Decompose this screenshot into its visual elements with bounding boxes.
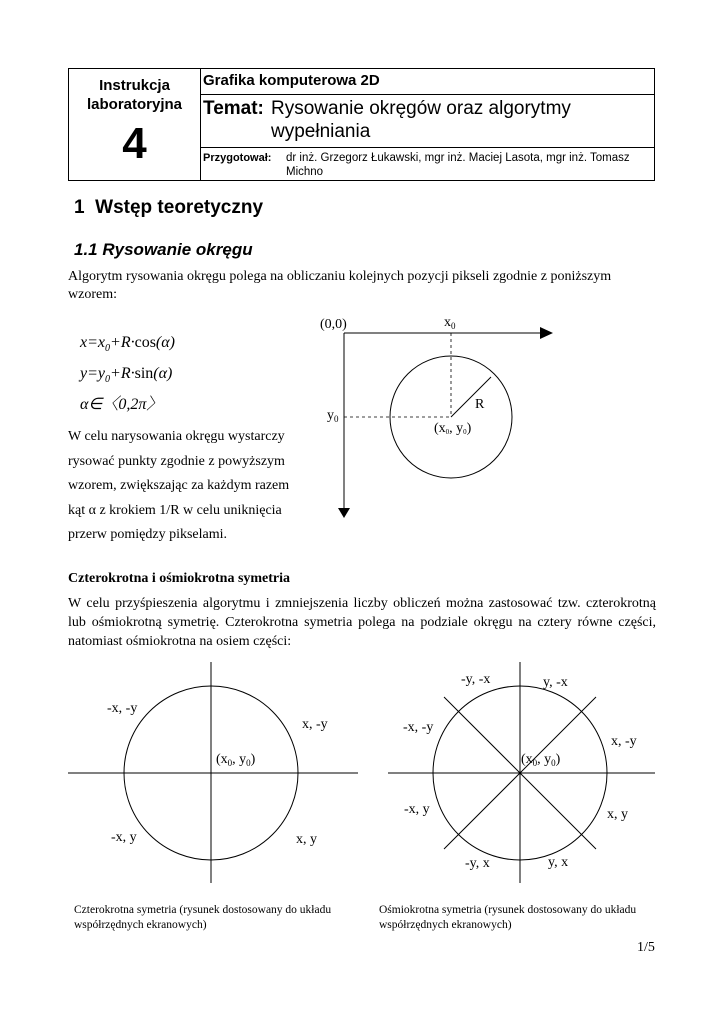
prepared-by: dr inż. Grzegorz Łukawski, mgr inż. Maciej Lasota, mgr inż. Tomasz Michno	[286, 152, 630, 178]
four-fold-diagram	[68, 662, 358, 883]
eight-fold-caption: Ośmiokrotna symetria (rysunek dostosowany do układu współrzędnych ekranowych)	[379, 904, 637, 931]
center-label: (x0, y0)	[434, 421, 472, 436]
eight-fold-bottom-a: -y, x	[465, 856, 490, 871]
four-fold-bottom-right: x, y	[296, 832, 317, 847]
x-axis-arrow	[540, 327, 553, 339]
topic-line1: Rysowanie okręgów oraz algorytmy	[271, 98, 571, 119]
course-title: Grafika komputerowa 2D	[203, 72, 380, 89]
lab-title-line1: Instrukcja	[99, 77, 170, 94]
four-fold-center: ($x_0$, $y_0$)	[216, 752, 256, 768]
formula-x: $x=x_0+R\cdot\cos(\alpha)$	[80, 334, 175, 355]
four-fold-caption: Czterokrotna symetria (rysunek dostosowany do układu współrzędnych ekranowych)	[74, 904, 332, 931]
four-fold-top-left: -x, -y	[107, 701, 138, 716]
eight-fold-top-b: y, -x	[543, 675, 568, 690]
radius-label: R	[475, 397, 485, 412]
symmetry-paragraph: W celu przyśpieszenia algorytmu i zmniejszenia liczby obliczeń można zastosować tzw. czterokrotną lub ośmiokrotną symetrię. Czterokrotna symetria polega na podziale okręgu na cztery równe części, natomiast ośmiokrotna na osiem części:	[68, 596, 656, 649]
eight-fold-left-top: -x, -y	[403, 720, 434, 735]
formula-y: $y=y_0+R\cdot\sin(\alpha)$	[80, 365, 173, 386]
page-number: 1/5	[637, 940, 655, 955]
origin-label: (0,0)	[320, 317, 347, 332]
eight-fold-bottom-b: y, x	[548, 855, 569, 870]
eight-fold-right-bottom: x, y	[607, 807, 628, 822]
section-1-title: Wstęp teoretyczny	[95, 197, 264, 218]
intro-paragraph: Algorytm rysowania okręgu polega na obliczaniu kolejnych pozycji pikseli zgodnie z poniższym wzorem:	[68, 269, 612, 302]
circle-diagram	[320, 315, 553, 518]
eight-fold-diagram	[388, 662, 655, 883]
topic-label: Temat:	[203, 98, 264, 119]
section-1-1-number: 1.1	[74, 240, 98, 259]
y-axis-arrow	[338, 508, 350, 518]
eight-fold-top-a: -y, -x	[461, 672, 491, 687]
formula-alpha: α∈〈0,2π〉	[80, 396, 163, 414]
eight-fold-right-top: x, -y	[611, 734, 637, 749]
section-1-1-title: Rysowanie okręgu	[102, 240, 253, 259]
prepared-label: Przygotował:	[203, 152, 272, 164]
section-1-number: 1	[74, 197, 85, 218]
eight-fold-center: ($x_0$, $y_0$)	[521, 752, 561, 768]
x0-label: $x_0$	[444, 315, 456, 331]
y0-label: $y_0$	[327, 408, 339, 424]
description-paragraph: W celu narysowania okręgu wystarczy rysować punkty zgodnie z powyższym wzorem, zwiększając za każdym razem kąt α z krokiem 1/R w celu uniknięcia przerw pomiędzy pikselami.	[68, 429, 290, 542]
radius-line	[451, 377, 491, 417]
four-fold-top-right: x, -y	[302, 717, 328, 732]
symmetry-heading: Czterokrotna i ośmiokrotna symetria	[68, 571, 291, 586]
eight-fold-left-bottom: -x, y	[404, 802, 430, 817]
topic-line2: wypełniania	[271, 121, 371, 142]
four-fold-bottom-left: -x, y	[111, 830, 137, 845]
lab-number: 4	[122, 119, 147, 168]
lab-title-line2: laboratoryjna	[86, 96, 183, 113]
